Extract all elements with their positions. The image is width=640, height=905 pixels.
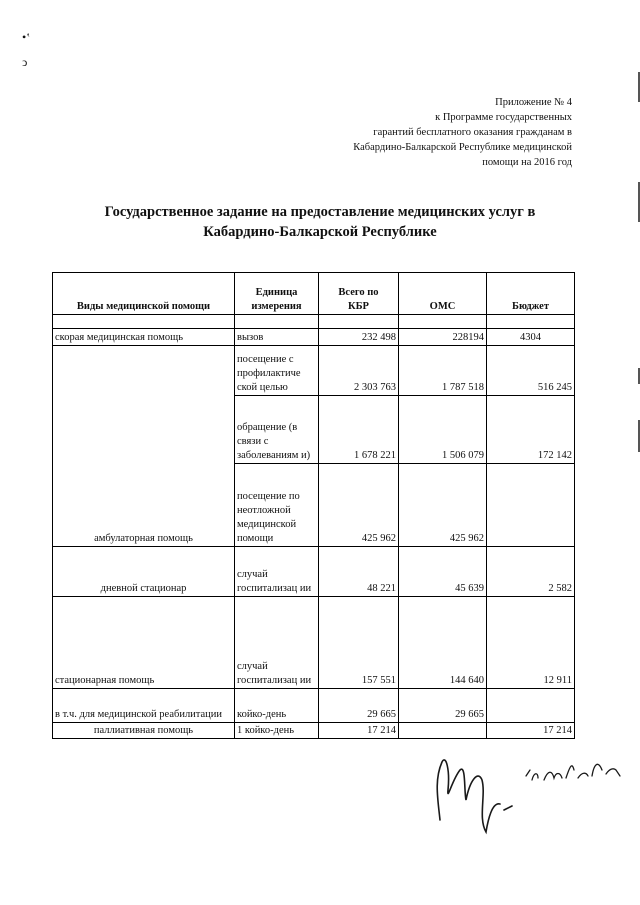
header-budget: Бюджет xyxy=(487,273,575,315)
appendix-line: Кабардино-Балкарской Республике медицинской xyxy=(353,142,572,153)
appendix-line: Приложение № 4 xyxy=(495,97,572,108)
title-line-1: Государственное задание на предоставление медицинских услуг в xyxy=(104,204,536,220)
table-spacer-row xyxy=(53,315,575,329)
table-row: обращение (в связи с заболеваниям и) 1 678 221 1 506 079 172 142 xyxy=(53,396,575,464)
table-row: скорая медицинская помощь вызов 232 498 228194 4304 xyxy=(53,329,575,346)
appendix-header xyxy=(242,95,572,170)
header-total: Всего по КБР xyxy=(319,273,399,315)
table-row: дневной стационар случай госпитализац ии 48 221 45 639 2 582 xyxy=(53,547,575,597)
table-row: стационарная помощь случай госпитализац ии 157 551 144 640 12 911 xyxy=(53,597,575,689)
document-title xyxy=(60,202,580,242)
appendix-line: помощи на 2016 год xyxy=(482,157,572,168)
header-unit: Единица измерения xyxy=(235,273,319,315)
appendix-line: к Программе государственных xyxy=(435,112,572,123)
table-row: паллиативная помощь 1 койко-день 17 214 17 214 xyxy=(53,723,575,739)
table-header-row xyxy=(53,273,575,315)
table-row: амбулаторная помощь посещение с профилактиче ской целью 2 303 763 1 787 518 516 245 xyxy=(53,346,575,396)
corner-mark-top: •‛ xyxy=(22,30,31,44)
table-row: в т.ч. для медицинской реабилитации койко-день 29 665 29 665 xyxy=(53,689,575,723)
appendix-line: гарантий бесплатного оказания гражданам в xyxy=(373,127,572,138)
handwritten-signature xyxy=(420,740,630,835)
header-kind: Виды медицинской помощи xyxy=(53,273,235,315)
corner-mark-bottom: ↄ xyxy=(22,55,28,69)
title-line-2: Кабардино-Балкарской Республике xyxy=(203,224,437,240)
assignment-table xyxy=(52,272,575,739)
header-oms: ОМС xyxy=(399,273,487,315)
table-row: посещение по неотложной медицинской помощи 425 962 425 962 xyxy=(53,464,575,547)
